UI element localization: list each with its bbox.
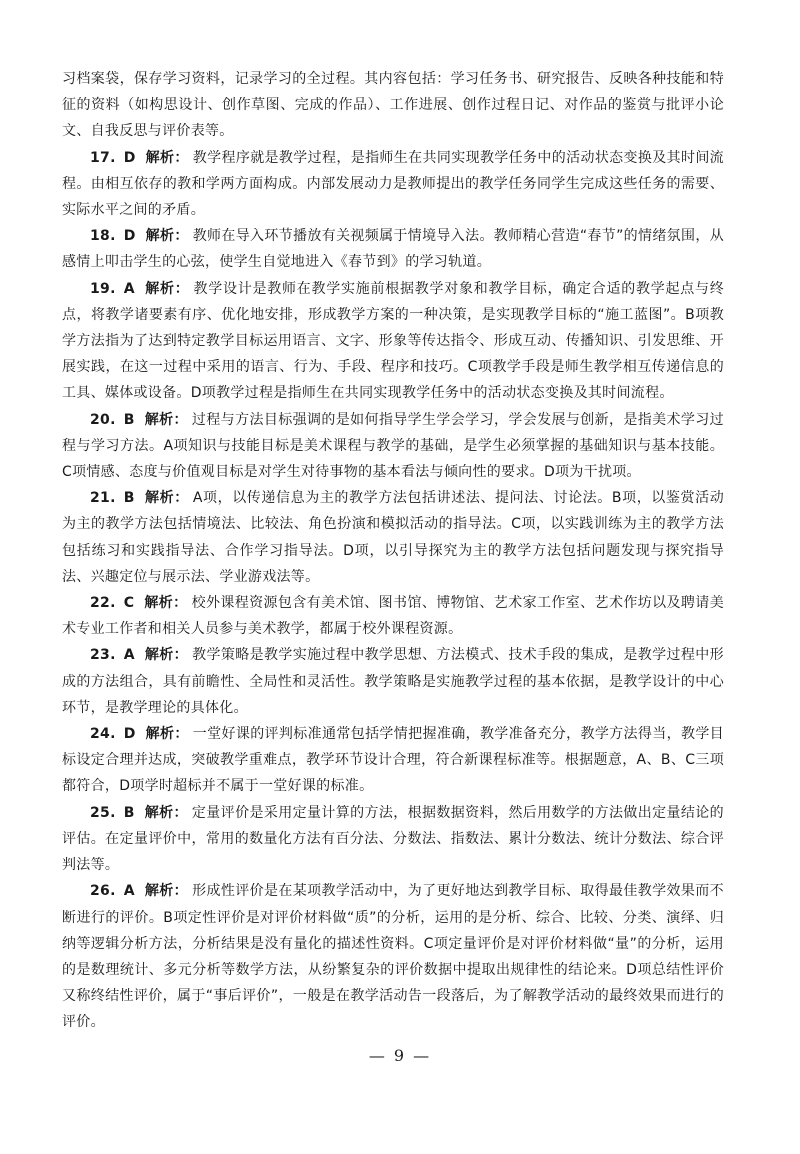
answer-22 xyxy=(62,590,724,642)
answer-key: B xyxy=(123,804,135,821)
analysis-text: 教师在导入环节播放有关视频属于情境导入法。教师精心营造“春节”的情绪氛围，从感情上叩击学生的心弦，使学生自觉地进入《春节到》的学习轨道。 xyxy=(62,228,725,271)
answer-key: D xyxy=(123,726,136,743)
analysis-label: 解析： xyxy=(144,595,188,612)
answer-21 xyxy=(62,485,724,590)
answer-19 xyxy=(62,276,724,407)
answer-key: C xyxy=(123,595,135,612)
analysis-text: A项，以传递信息为主的教学方法包括讲述法、提问法、讨论法。B项，以鉴赏活动为主的教学方法包括情境法、比较法、角色扮演和模拟活动的指导法。C项，以实践训练为主的教学方法包括练习和实践指导法、合作学习指导法。D项，以引导探究为主的教学方法包括问题发现与探究指导法、兴趣定位与展示法、学业游戏法等。 xyxy=(62,490,725,585)
analysis-label: 解析： xyxy=(144,411,188,428)
answer-key: A xyxy=(123,647,135,664)
analysis-label: 解析： xyxy=(144,804,188,821)
answer-explanations xyxy=(62,66,724,1036)
analysis-label: 解析： xyxy=(145,228,189,245)
answer-25 xyxy=(62,800,724,879)
answer-key: A xyxy=(123,883,135,900)
analysis-text: 教学策略是教学实施过程中教学思想、方法模式、技术手段的集成，是教学过程中形成的方法组合，具有前瞻性、全局性和灵活性。教学策略是实施教学过程的基本依据，是教学设计的中心环节，是教学理论的具体化。 xyxy=(62,647,724,716)
answer-26 xyxy=(62,878,724,1035)
question-number: 22. xyxy=(90,595,116,612)
analysis-text: 教学设计是教师在教学实施前根据教学对象和教学目标，确定合适的教学起点与终点，将教学诸要素有序、优化地安排，形成教学方案的一种决策，是实现教学目标的“施工蓝图”。B项教学方法指为了达到特定教学目标运用语言、文字、形象等传达指令、形成互动、传播知识、引发思维、开展实践，在这一过程中采用的语言、行为、手段、程序和技巧。C项教学手段是师生教学相互传递信息的工具、媒体或设备。D项教学过程是指师生在共同实现教学任务中的活动状态变换及其时间流程。 xyxy=(62,280,724,402)
answer-key: D xyxy=(123,228,136,245)
answer-key: D xyxy=(123,149,136,166)
analysis-text: 教学程序就是教学过程，是指师生在共同实现教学任务中的活动状态变换及其时间流程。由相互依存的教和学两方面构成。内部发展动力是教师提出的教学任务同学生完成这些任务的需要、实际水平之间的矛盾。 xyxy=(62,149,724,219)
answer-key: B xyxy=(123,490,135,507)
question-number: 18. xyxy=(90,228,116,245)
analysis-label: 解析： xyxy=(145,726,189,743)
answer-key: A xyxy=(123,280,135,297)
question-number: 26. xyxy=(90,883,116,900)
page-number: — 9 — xyxy=(368,1046,432,1065)
answer-key: B xyxy=(123,411,135,428)
analysis-label: 解析： xyxy=(145,149,189,166)
analysis-text: 一堂好课的评判标准通常包括学情把握准确，教学准备充分，教学方法得当，教学目标设定合理并达成，突破教学重难点，教学环节设计合理，符合新课程标准等。根据题意，A、B、C三项都符合，D项学时超标并不属于一堂好课的标准。 xyxy=(62,726,724,795)
answer-17 xyxy=(62,145,724,224)
intro-paragraph: 习档案袋，保存学习资料，记录学习的全过程。其内容包括：学习任务书、研究报告、反映各种技能和特征的资料（如构思设计、创作草图、完成的作品）、工作进展、创作过程日记、对作品的鉴赏与批评小论文、自我反思与评价表等。 xyxy=(62,71,724,140)
question-number: 23. xyxy=(90,647,116,664)
question-number: 19. xyxy=(90,280,116,297)
answer-24 xyxy=(62,721,724,800)
answer-23 xyxy=(62,642,724,721)
analysis-label: 解析： xyxy=(144,490,189,507)
analysis-text: 过程与方法目标强调的是如何指导学生学会学习，学会发展与创新，是指美术学习过程与学习方法。A项知识与技能目标是美术课程与教学的基础，是学生必须掌握的基础知识与基本技能。C项情感、态度与价值观目标是对学生对待事物的基本看法与倾向性的要求。D项为干扰项。 xyxy=(62,411,724,481)
question-number: 24. xyxy=(90,726,116,743)
question-number: 21. xyxy=(90,490,116,507)
analysis-text: 形成性评价是在某项教学活动中，为了更好地达到教学目标、取得最佳教学效果而不断进行的评价。B项定性评价是对评价材料做“质”的分析，运用的是分析、综合、比较、分类、演绎、归纳等逻辑分析方法，分析结果是没有量化的描述性资料。C项定量评价是对评价材料做“量”的分析，运用的是数理统计、多元分析等数学方法，从纷繁复杂的评价数据中提取出规律性的结论来。D项总结性评价又称终结性评价，属于“事后评价”，一般是在教学活动告一段落后，为了解教学活动的最终效果而进行的评价。 xyxy=(62,883,724,1031)
analysis-label: 解析： xyxy=(144,280,190,297)
answer-20 xyxy=(62,407,724,486)
question-number: 20. xyxy=(90,411,116,428)
question-number: 17. xyxy=(90,149,116,166)
question-number: 25. xyxy=(90,804,116,821)
analysis-label: 解析： xyxy=(144,647,189,664)
analysis-label: 解析： xyxy=(144,883,189,900)
answer-18 xyxy=(62,223,724,275)
analysis-text: 定量评价是采用定量计算的方法，根据数据资料，然后用数学的方法做出定量结论的评估。在定量评价中，常用的数量化方法有百分法、分数法、指数法、累计分数法、统计分数法、综合评判法等。 xyxy=(62,804,724,874)
analysis-text: 校外课程资源包含有美术馆、图书馆、博物馆、艺术家工作室、艺术作坊以及聘请美术专业工作者和相关人员参与美术教学，都属于校外课程资源。 xyxy=(62,595,724,638)
